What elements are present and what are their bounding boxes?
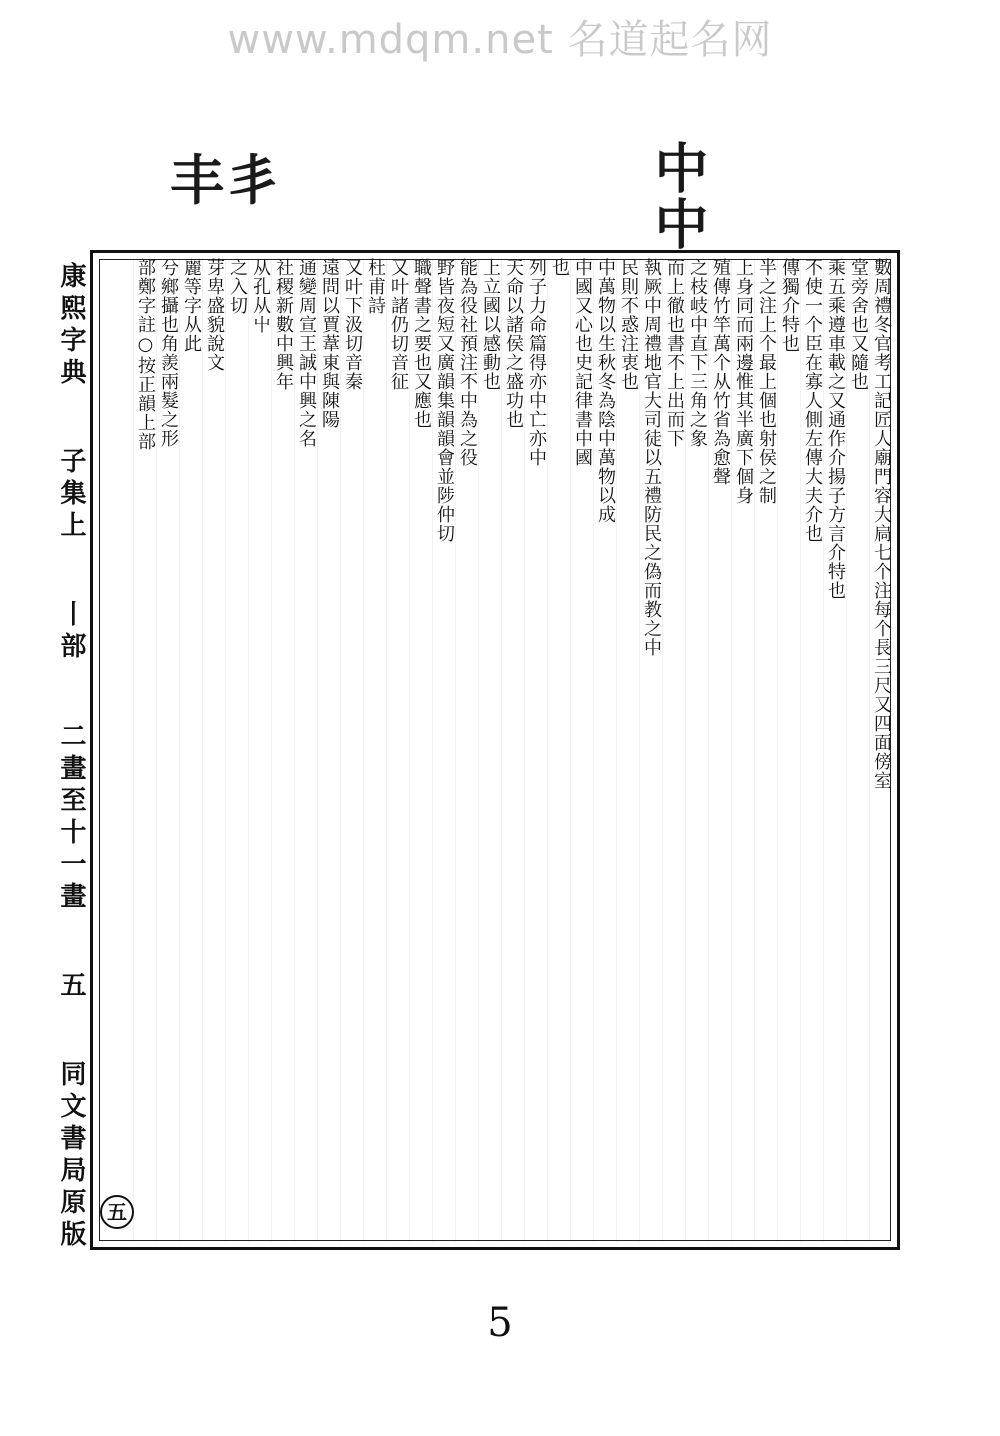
seal-script-heading-right: 中中 [646,140,710,252]
text-column: 野皆夜短又廣韻集韻韻會並陟仲切 [432,258,455,1242]
circled-leaf-number: 五 [100,1195,134,1229]
text-column: 不使一个臣在寡人側左傳大夫介也 [800,258,823,1242]
seal-script-heading-left: 丰丯 [170,148,282,212]
text-column: 執厥中周禮地官大司徒以五禮防民之偽而教之中 [639,258,662,1242]
text-column: 通變周宣王誠中興之名 [294,258,317,1242]
text-column: 之枝岐中直下三角之象 [685,258,708,1242]
text-column: 遠問以賈葦東與陳陽 [317,258,340,1242]
text-column: 又叶諸仍切音征 [386,258,409,1242]
text-column: 兮鄉攝也角羨兩髮之形 [156,258,179,1242]
text-column: 部鄭字註○按正韻上部 [133,258,156,1242]
text-column: 社稷新數中興年 [271,258,294,1242]
text-column: 天命以諸侯之盛功也 [501,258,524,1242]
radical-section: 丨部 [56,600,86,665]
text-column: 之入切 [225,258,248,1242]
text-column: 乘五乘遵車載之又通作介揚子方言介特也 [823,258,846,1242]
text-column: 又叶下汲切音秦 [340,258,363,1242]
text-column: 中國又心也史記律書中國 [570,258,593,1242]
text-column: 堂旁舍也又隨也 [846,258,869,1242]
text-column: 杜甫詩 [363,258,386,1242]
text-column: 職聲書之要也又應也 [409,258,432,1242]
publisher-label: 同文書局原版 [56,1059,86,1252]
text-column: 中萬物以生秋冬為陰中萬物以成 [593,258,616,1242]
text-column: 而上徹也書不上出而下 [662,258,685,1242]
text-column: 民則不惑注衷也 [616,258,639,1242]
watermark-text: www.mdqm.net 名道起名网 [227,17,773,63]
text-column: 傳獨介特也 [777,258,800,1242]
text-column: 从孔从屮 [248,258,271,1242]
text-column: 數周禮冬官考工記匠人廟門容大扃七个注每个長三尺又四面傍室 [869,258,892,1242]
leaf-number: 五 [56,970,86,1003]
text-column: 也 [547,258,570,1242]
text-columns [100,258,892,1242]
text-column: 芽卑盛貌說文 [202,258,225,1242]
text-column: 殖傳竹竿萬个从竹省為愈聲 [708,258,731,1242]
text-column: 麗等字从此 [179,258,202,1242]
stroke-range: 二畫至十一畫 [56,721,86,914]
text-column: 上立國以感動也 [478,258,501,1242]
book-title: 康熙字典 [56,262,86,390]
volume-label: 子集上 [56,447,86,544]
text-column: 列子力命篇得亦中亡亦中 [524,258,547,1242]
text-column: 能為役社預注不中為之役 [455,258,478,1242]
text-column: 上身同而兩邊惟其半廣下個身 [731,258,754,1242]
text-column: 半之注上个最上個也射侯之制 [754,258,777,1242]
page-margin-title [56,262,90,1252]
page-number: 5 [487,1300,513,1346]
